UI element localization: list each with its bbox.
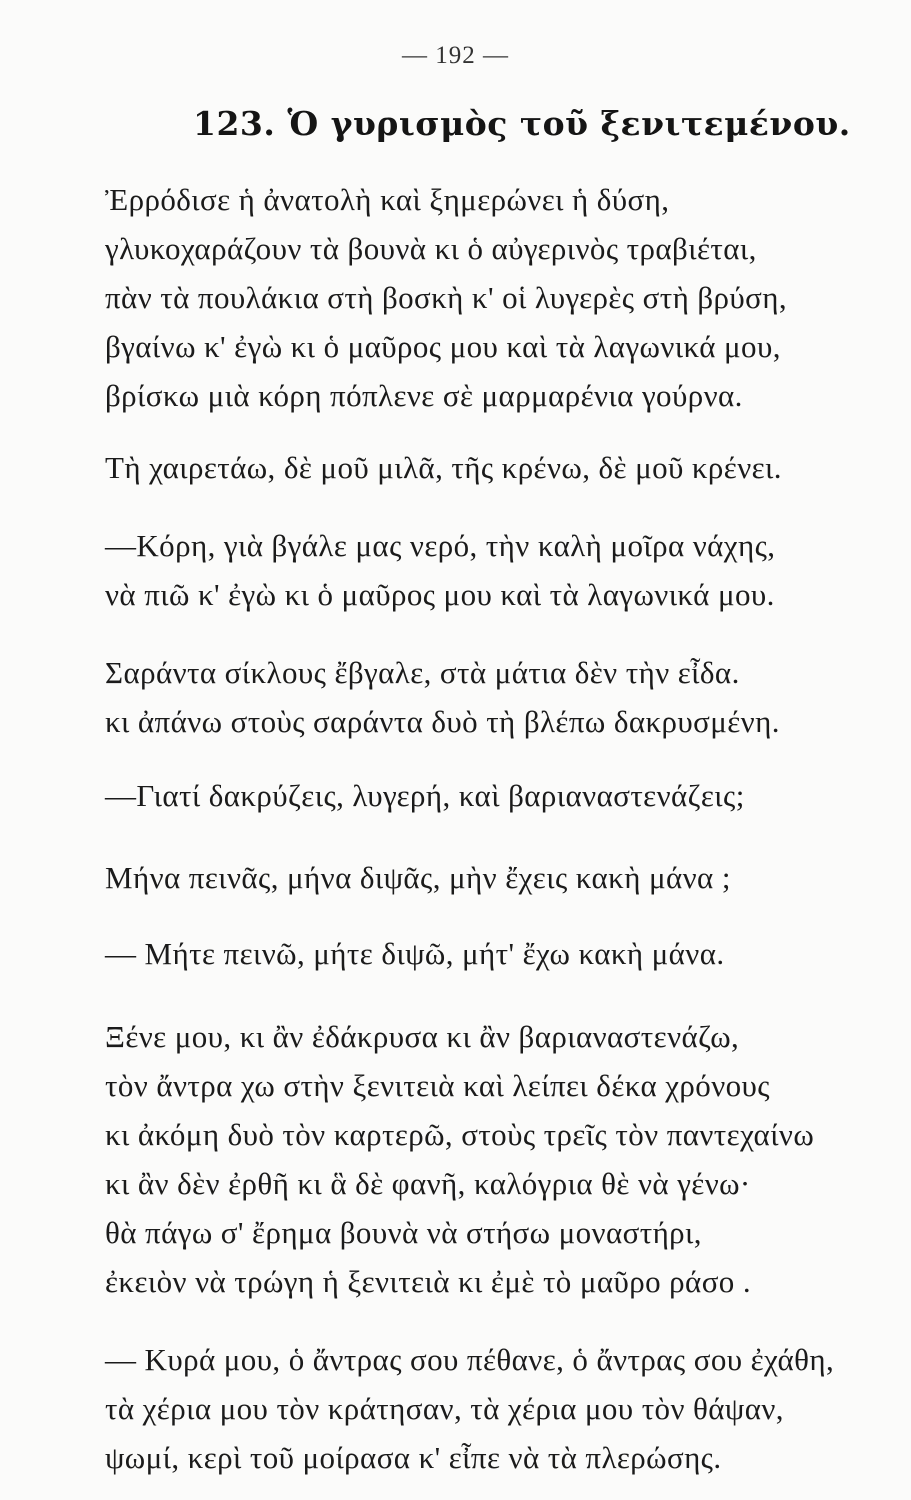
poem-line: ψωμί, κερὶ τοῦ μοίρασα κ' εἶπε νὰ τὰ πλερώσης.: [105, 1440, 722, 1475]
poem-line: Ξένε μου, κι ἂν ἐδάκρυσα κι ἂν βαριαναστενάζω,: [105, 1019, 740, 1054]
poem-line: Μήνα πεινᾶς, μήνα διψᾶς, μὴν ἔχεις κακὴ μάνα ;: [105, 860, 731, 895]
page-number: — 192 —: [402, 42, 509, 69]
poem-line: βγαίνω κ' ἐγὼ κι ὁ μαῦρος μου καὶ τὰ λαγωνικά μου,: [105, 329, 781, 364]
poem-title: 123. Ὁ γυρισμὸς τοῦ ξενιτεμένου.: [193, 104, 851, 143]
poem-line: ἐκειὸν νὰ τρώγη ἡ ξενιτειὰ κι ἐμὲ τὸ μαῦρο ράσο .: [105, 1264, 752, 1299]
poem-line: Σαράντα σίκλους ἔβγαλε, στὰ μάτια δὲν τὴν εἶδα.: [105, 655, 740, 690]
poem-line: — Κυρά μου, ὁ ἄντρας σου πέθανε, ὁ ἄντρας σου ἐχάθη,: [105, 1342, 835, 1377]
poem-line: τὰ χέρια μου τὸν κράτησαν, τὰ χέρια μου τὸν θάψαν,: [105, 1391, 784, 1426]
poem-line: — Μήτε πεινῶ, μήτε διψῶ, μήτ' ἔχω κακὴ μάνα.: [105, 936, 725, 971]
poem-line: τὸν ἄντρα χω στὴν ξενιτειὰ καὶ λείπει δέκα χρόνους: [105, 1068, 770, 1103]
poem-line: κι ἀκόμη δυὸ τὸν καρτερῶ, στοὺς τρεῖς τὸν παντεχαίνω: [105, 1117, 815, 1152]
poem-line: θὰ πάγω σ' ἔρημα βουνὰ νὰ στήσω μοναστήρι,: [105, 1215, 702, 1250]
poem-line: κι ἂν δὲν ἐρθῆ κι ἃ δὲ φανῆ, καλόγρια θὲ νὰ γένω·: [105, 1166, 751, 1201]
poem-line: γλυκοχαράζουν τὰ βουνὰ κι ὁ αὐγερινὸς τραβιέται,: [105, 231, 757, 266]
poem-line: —Κόρη, γιὰ βγάλε μας νερό, τὴν καλὴ μοῖρα νάχης,: [105, 528, 776, 563]
poem-line: νὰ πιῶ κ' ἐγὼ κι ὁ μαῦρος μου καὶ τὰ λαγωνικά μου.: [105, 577, 775, 612]
poem-line: πὰν τὰ πουλάκια στὴ βοσκὴ κ' οἱ λυγερὲς στὴ βρύση,: [105, 280, 787, 315]
poem-line: βρίσκω μιὰ κόρη πόπλενε σὲ μαρμαρένια γούρνα.: [105, 378, 743, 413]
poem-line: Ἐρρόδισε ἡ ἀνατολὴ καὶ ξημερώνει ἡ δύση,: [105, 182, 670, 217]
poem-line: Τὴ χαιρετάω, δὲ μοῦ μιλᾶ, τῆς κρένω, δὲ μοῦ κρένει.: [105, 450, 782, 485]
poem-line: —Γιατί δακρύζεις, λυγερή, καὶ βαριαναστενάζεις;: [105, 778, 745, 813]
poem-line: κι ἀπάνω στοὺς σαράντα δυὸ τὴ βλέπω δακρυσμένη.: [105, 704, 780, 739]
